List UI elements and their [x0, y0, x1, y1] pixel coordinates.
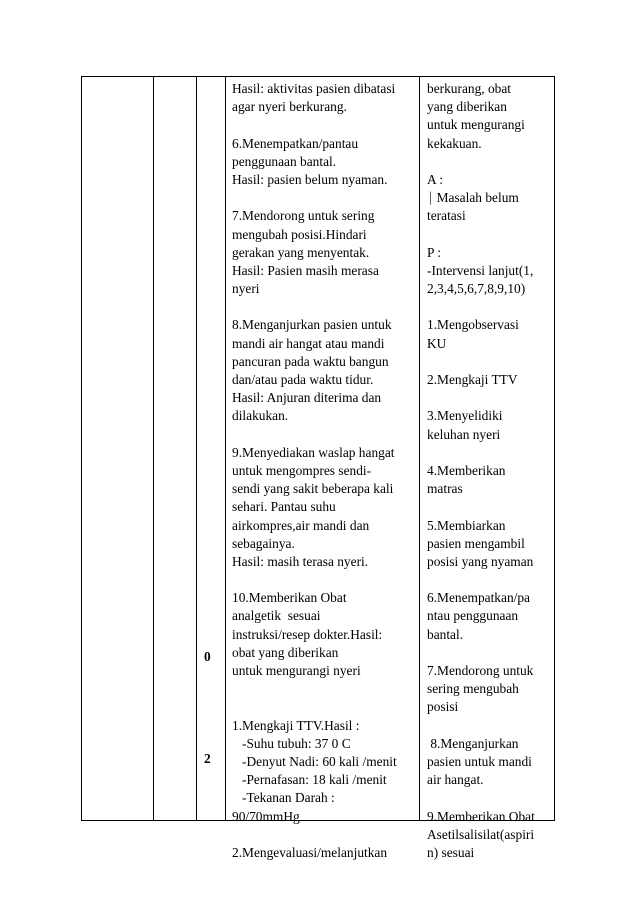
checkbox-glyph-icon: │: [427, 192, 434, 206]
implementation-text: 8.Menganjurkan pasien untuk: [232, 317, 392, 333]
evaluation-text: 4.Memberikan: [427, 462, 506, 478]
evaluation-text: KU: [427, 335, 447, 351]
evaluation-text: air hangat.: [427, 772, 484, 788]
implementation-text: airkompres,air mandi dan: [232, 517, 370, 533]
implementation-line: [232, 407, 397, 425]
evaluation-text: berkurang, obat: [427, 81, 512, 96]
evaluation-line: [427, 371, 535, 389]
implementation-line: [232, 808, 397, 826]
implementation-line: [232, 589, 397, 607]
evaluation-line: [427, 407, 535, 425]
evaluation-text: 2.Mengkaji TTV: [427, 372, 518, 387]
evaluation-line: [427, 517, 535, 535]
implementation-line: [232, 498, 397, 516]
evaluation-column: [427, 80, 535, 862]
evaluation-line: [427, 680, 535, 698]
column-divider-1: [153, 77, 154, 820]
implementation-text: 2.Mengevaluasi/melanjutkan: [232, 844, 388, 860]
column-divider-4: [419, 77, 420, 820]
evaluation-line: [427, 826, 535, 844]
evaluation-line: [427, 462, 535, 480]
evaluation-line: [427, 771, 535, 789]
implementation-text: nyeri: [232, 281, 260, 297]
evaluation-line: [427, 789, 535, 807]
implementation-line: [232, 244, 397, 262]
implementation-text: Hasil: Anjuran diterima dan: [232, 390, 382, 406]
implementation-text: agar nyeri berkurang.: [232, 99, 347, 115]
evaluation-text: kekakuan.: [427, 135, 482, 151]
implementation-line: [232, 98, 397, 116]
implementation-column: [232, 80, 397, 862]
evaluation-line: [427, 535, 535, 553]
implementation-text: untuk mengurangi nyeri: [232, 663, 361, 678]
implementation-line: [232, 680, 397, 698]
evaluation-text: 7.Mendorong untuk: [427, 663, 534, 678]
column-divider-3: [225, 77, 226, 820]
implementation-line: [232, 80, 397, 98]
row-number-top: 0: [204, 649, 211, 664]
evaluation-line: [427, 571, 535, 589]
implementation-text: sehari. Pantau suhu: [232, 499, 336, 515]
evaluation-line: [427, 207, 535, 225]
implementation-text: penggunaan bantal.: [232, 153, 337, 169]
implementation-line: [232, 789, 397, 807]
implementation-line: [232, 662, 397, 680]
evaluation-line: [427, 135, 535, 153]
evaluation-line: [427, 280, 535, 298]
implementation-text: mengubah posisi.Hindari: [232, 226, 367, 242]
evaluation-text: ntau penggunaan: [427, 608, 519, 624]
implementation-line: [232, 353, 397, 371]
implementation-line: [232, 844, 397, 862]
implementation-line: [232, 571, 397, 589]
implementation-text: 1.Mengkaji TTV.Hasil :: [232, 717, 360, 733]
evaluation-line: [427, 116, 535, 134]
evaluation-text: bantal.: [427, 626, 464, 642]
evaluation-text: 9.Memberikan Obat: [427, 808, 535, 824]
evaluation-text: 8.Menganjurkan: [427, 735, 519, 751]
implementation-line: [232, 644, 397, 662]
evaluation-line: [427, 662, 535, 680]
evaluation-text: pasien mengambil: [427, 535, 525, 551]
implementation-text: Hasil: masih terasa nyeri.: [232, 553, 369, 569]
evaluation-line: [427, 607, 535, 625]
implementation-text: dilakukan.: [232, 408, 289, 424]
implementation-line: [232, 298, 397, 316]
evaluation-line: [427, 335, 535, 353]
implementation-line: [232, 116, 397, 134]
evaluation-line: [427, 553, 535, 571]
implementation-text: Hasil: Pasien masih merasa: [232, 262, 379, 278]
implementation-text: mandi air hangat atau mandi: [232, 335, 385, 351]
evaluation-line: [427, 153, 535, 171]
evaluation-line: [427, 844, 535, 862]
implementation-text: obat yang diberikan: [232, 644, 339, 660]
implementation-line: [232, 207, 397, 225]
implementation-line: [232, 462, 397, 480]
implementation-line: [232, 426, 397, 444]
implementation-text: pancuran pada waktu bangun: [232, 353, 389, 369]
implementation-line: [232, 753, 397, 771]
row-number-bottom: 2: [204, 751, 211, 766]
implementation-text: -Suhu tubuh: 37 0 C: [242, 735, 351, 751]
implementation-text: gerakan yang menyentak.: [232, 244, 370, 260]
evaluation-text: pasien untuk mandi: [427, 753, 532, 769]
evaluation-line: [427, 316, 535, 334]
implementation-line: [232, 553, 397, 571]
implementation-text: Hasil: aktivitas pasien dibatasi: [232, 81, 396, 96]
evaluation-line: [427, 735, 535, 753]
implementation-text: 90/70mmHg: [232, 808, 300, 824]
evaluation-line: [427, 498, 535, 516]
evaluation-text: yang diberikan: [427, 99, 507, 115]
implementation-text: -Pernafasan: 18 kali /menit: [242, 772, 387, 788]
implementation-line: [232, 371, 397, 389]
implementation-line: [232, 626, 397, 644]
implementation-line: [232, 171, 397, 189]
implementation-text: 7.Mendorong untuk sering: [232, 208, 375, 224]
evaluation-text: A :: [427, 171, 443, 187]
evaluation-text: 3.Menyelidiki: [427, 408, 503, 424]
evaluation-text: Masalah belum: [436, 190, 519, 206]
evaluation-line: [427, 389, 535, 407]
evaluation-text: 1.Mengobservasi: [427, 317, 519, 333]
evaluation-text: posisi yang nyaman: [427, 553, 534, 569]
evaluation-text: 5.Membiarkan: [427, 517, 506, 533]
implementation-text: 6.Menempatkan/pantau: [232, 135, 359, 151]
evaluation-text: 6.Menempatkan/pa: [427, 590, 530, 606]
implementation-text: sebagainya.: [232, 535, 295, 551]
evaluation-text: sering mengubah: [427, 681, 519, 697]
implementation-line: [232, 517, 397, 535]
implementation-text: 10.Memberikan Obat: [232, 590, 347, 606]
evaluation-line: [427, 426, 535, 444]
evaluation-line: [427, 717, 535, 735]
evaluation-text: keluhan nyeri: [427, 426, 501, 442]
implementation-line: [232, 607, 397, 625]
implementation-line: [232, 771, 397, 789]
implementation-line: [232, 535, 397, 553]
evaluation-line: [427, 80, 535, 98]
evaluation-line: [427, 698, 535, 716]
implementation-line: [232, 262, 397, 280]
evaluation-line: [427, 589, 535, 607]
evaluation-text: untuk mengurangi: [427, 117, 525, 133]
evaluation-line: [427, 480, 535, 498]
implementation-line: [232, 335, 397, 353]
implementation-text: analgetik sesuai: [232, 608, 321, 624]
implementation-text: -Denyut Nadi: 60 kali /menit: [242, 753, 397, 769]
evaluation-line: [427, 171, 535, 189]
implementation-line: [232, 135, 397, 153]
evaluation-line: [427, 626, 535, 644]
implementation-line: [232, 698, 397, 716]
evaluation-line: [427, 244, 535, 262]
implementation-line: [232, 189, 397, 207]
implementation-text: 9.Menyediakan waslap hangat: [232, 444, 395, 460]
implementation-line: [232, 226, 397, 244]
implementation-line: [232, 717, 397, 735]
implementation-line: [232, 735, 397, 753]
implementation-line: [232, 316, 397, 334]
evaluation-line: [427, 753, 535, 771]
evaluation-line: [427, 644, 535, 662]
evaluation-text: n) sesuai: [427, 844, 475, 860]
evaluation-text: teratasi: [427, 208, 466, 224]
evaluation-text: Asetilsalisilat(aspiri: [427, 826, 535, 842]
evaluation-line: [427, 444, 535, 462]
implementation-text: Hasil: pasien belum nyaman.: [232, 171, 388, 187]
evaluation-line: [427, 98, 535, 116]
implementation-line: [232, 153, 397, 171]
implementation-text: sendi yang sakit beberapa kali: [232, 481, 394, 497]
implementation-line: [232, 480, 397, 498]
evaluation-text: posisi: [427, 699, 459, 715]
implementation-line: [232, 280, 397, 298]
evaluation-text: 2,3,4,5,6,7,8,9,10): [427, 281, 526, 297]
evaluation-line: [427, 226, 535, 244]
nursing-care-table: [81, 76, 555, 860]
evaluation-text: matras: [427, 481, 463, 497]
implementation-line: [232, 389, 397, 407]
evaluation-line: [427, 298, 535, 316]
evaluation-text: P :: [427, 244, 442, 260]
evaluation-line: [427, 353, 535, 371]
implementation-text: instruksi/resep dokter.Hasil:: [232, 626, 383, 642]
evaluation-line: [427, 808, 535, 826]
implementation-text: dan/atau pada waktu tidur.: [232, 372, 374, 387]
evaluation-text: -Intervensi lanjut(1,: [427, 262, 534, 278]
evaluation-line: [427, 262, 535, 280]
implementation-text: untuk mengompres sendi-: [232, 462, 372, 478]
implementation-line: [232, 444, 397, 462]
implementation-text: -Tekanan Darah :: [242, 790, 335, 806]
column-divider-2: [196, 77, 197, 820]
evaluation-line: [427, 189, 535, 207]
implementation-line: [232, 826, 397, 844]
